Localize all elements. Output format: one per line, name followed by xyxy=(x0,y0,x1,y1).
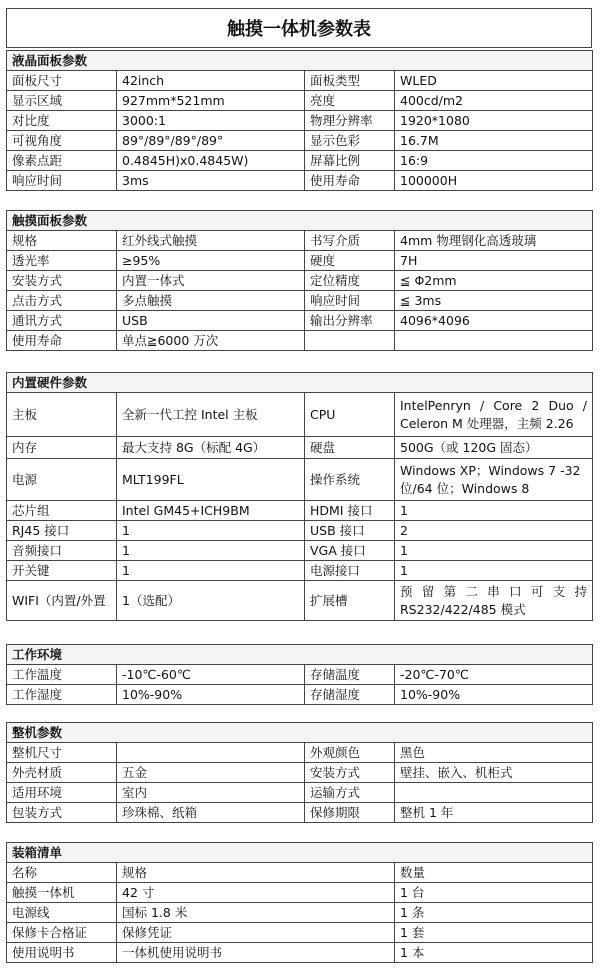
spec-value: MLT199FL xyxy=(117,459,305,501)
spec-value: 1 xyxy=(117,561,305,581)
spec-label: 安装方式 xyxy=(7,271,117,291)
spec-label: 书写介质 xyxy=(305,231,395,251)
spec-value: -10℃-60℃ xyxy=(117,665,305,685)
spec-label: 整机尺寸 xyxy=(7,743,117,763)
spec-value: 16:9 xyxy=(395,151,593,171)
spec-label: 工作温度 xyxy=(7,665,117,685)
spec-value: 五金 xyxy=(117,763,305,783)
spec-label: 外观颜色 xyxy=(305,743,395,763)
column-header: 数量 xyxy=(395,863,593,883)
spec-label: WIFI（内置/外置 xyxy=(7,581,117,621)
spec-label: 面板尺寸 xyxy=(7,71,117,91)
item-quantity: 1 条 xyxy=(395,903,593,923)
spec-value xyxy=(395,331,593,351)
item-name: 触摸一体机 xyxy=(7,883,117,903)
spec-label: 主板 xyxy=(7,393,117,437)
spec-value: 1 xyxy=(117,541,305,561)
spec-value: 927mm*521mm xyxy=(117,91,305,111)
table-row xyxy=(7,685,593,705)
spec-label: 使用寿命 xyxy=(305,171,395,191)
column-header: 规格 xyxy=(117,863,395,883)
spec-value: 2 xyxy=(395,521,593,541)
spec-value: 1 xyxy=(395,541,593,561)
item-name: 使用说明书 xyxy=(7,943,117,963)
spec-label: 适用环境 xyxy=(7,783,117,803)
spec-value: 1920*1080 xyxy=(395,111,593,131)
table-row xyxy=(7,331,593,351)
spec-label: 安装方式 xyxy=(305,763,395,783)
lcd-panel-table xyxy=(6,50,593,191)
table-row xyxy=(7,923,593,943)
spec-value: 1 xyxy=(395,501,593,521)
spec-value: 最大支持 8G（标配 4G） xyxy=(117,437,305,459)
item-quantity: 1 套 xyxy=(395,923,593,943)
table-row xyxy=(7,251,593,271)
table-row xyxy=(7,803,593,823)
spec-value: 100000H xyxy=(395,171,593,191)
spec-label: 保修期限 xyxy=(305,803,395,823)
spec-value: ≦ 3ms xyxy=(395,291,593,311)
spec-label: 使用寿命 xyxy=(7,331,117,351)
spec-label: 扩展槽 xyxy=(305,581,395,621)
spec-value: 10%-90% xyxy=(117,685,305,705)
spec-label: 运输方式 xyxy=(305,783,395,803)
spec-label: 显示区域 xyxy=(7,91,117,111)
table-row xyxy=(7,71,593,91)
spec-label: 内存 xyxy=(7,437,117,459)
spec-value: 预留第二串口可支持 RS232/422/485 模式 xyxy=(395,581,593,621)
spec-label: 响应时间 xyxy=(305,291,395,311)
table-row xyxy=(7,111,593,131)
spec-value: 珍珠棉、纸箱 xyxy=(117,803,305,823)
item-name: 保修卡合格证 xyxy=(7,923,117,943)
spec-label: 存储温度 xyxy=(305,665,395,685)
table-row xyxy=(7,561,593,581)
hardware-table xyxy=(6,372,593,621)
spec-value: 1（选配） xyxy=(117,581,305,621)
table-row xyxy=(7,231,593,251)
table-row xyxy=(7,91,593,111)
spec-label: VGA 接口 xyxy=(305,541,395,561)
spec-value: 室内 xyxy=(117,783,305,803)
spec-value: 1 xyxy=(395,561,593,581)
section-heading-lcd: 液晶面板参数 xyxy=(7,51,593,71)
spec-value: 全新一代工控 Intel 主板 xyxy=(117,393,305,437)
spec-value: 89°/89°/89°/89° xyxy=(117,131,305,151)
spec-label: USB 接口 xyxy=(305,521,395,541)
item-spec: 保修凭证 xyxy=(117,923,395,943)
item-spec: 一体机使用说明书 xyxy=(117,943,395,963)
spec-label: 物理分辨率 xyxy=(305,111,395,131)
spec-value: WLED xyxy=(395,71,593,91)
page-title: 触摸一体机参数表 xyxy=(6,8,592,48)
spec-value: 16.7M xyxy=(395,131,593,151)
table-row xyxy=(7,943,593,963)
table-row xyxy=(7,883,593,903)
spec-value: 壁挂、嵌入、机柜式 xyxy=(395,763,593,783)
table-row xyxy=(7,171,593,191)
table-row xyxy=(7,903,593,923)
spec-value: -20℃-70℃ xyxy=(395,665,593,685)
spec-value: 红外线式触摸 xyxy=(117,231,305,251)
spec-value: 单点≧6000 万次 xyxy=(117,331,305,351)
table-row xyxy=(7,393,593,437)
spec-label: 电源 xyxy=(7,459,117,501)
spec-label: 像素点距 xyxy=(7,151,117,171)
item-spec: 国标 1.8 米 xyxy=(117,903,395,923)
spec-value: 1 xyxy=(117,521,305,541)
spec-label: 对比度 xyxy=(7,111,117,131)
environment-table xyxy=(6,644,593,705)
table-row xyxy=(7,501,593,521)
spec-value: 整机 1 年 xyxy=(395,803,593,823)
spec-label: 规格 xyxy=(7,231,117,251)
spec-label: 定位精度 xyxy=(305,271,395,291)
table-row xyxy=(7,459,593,501)
table-row xyxy=(7,151,593,171)
spec-value: 400cd/m2 xyxy=(395,91,593,111)
spec-label: HDMI 接口 xyxy=(305,501,395,521)
spec-value xyxy=(395,783,593,803)
section-heading-touch: 触摸面板参数 xyxy=(7,211,593,231)
spec-value: 4mm 物理钢化高透玻璃 xyxy=(395,231,593,251)
table-row xyxy=(7,291,593,311)
section-heading-hardware: 内置硬件参数 xyxy=(7,373,593,393)
column-header: 名称 xyxy=(7,863,117,883)
item-spec: 42 寸 xyxy=(117,883,395,903)
spec-value: USB xyxy=(117,311,305,331)
spec-label: 外壳材质 xyxy=(7,763,117,783)
spec-value: IntelPenryn / Core 2 Duo / Celeron M 处理器，主频 2.26 xyxy=(395,393,593,437)
spec-value: ≥95% xyxy=(117,251,305,271)
spec-label: 响应时间 xyxy=(7,171,117,191)
spec-value: 500G（或 120G 固态） xyxy=(395,437,593,459)
spec-label: 输出分辨率 xyxy=(305,311,395,331)
spec-label: 硬度 xyxy=(305,251,395,271)
spec-value: ≦ Φ2mm xyxy=(395,271,593,291)
touch-panel-table xyxy=(6,210,593,351)
spec-value: 多点触摸 xyxy=(117,291,305,311)
section-heading-packing: 装箱清单 xyxy=(7,843,593,863)
item-quantity: 1 本 xyxy=(395,943,593,963)
spec-label: 透光率 xyxy=(7,251,117,271)
table-row xyxy=(7,581,593,621)
table-row xyxy=(7,763,593,783)
spec-label: 芯片组 xyxy=(7,501,117,521)
table-row xyxy=(7,521,593,541)
spec-label: 存储湿度 xyxy=(305,685,395,705)
spec-value: 内置一体式 xyxy=(117,271,305,291)
spec-label: 点击方式 xyxy=(7,291,117,311)
spec-value: 3ms xyxy=(117,171,305,191)
spec-label xyxy=(305,331,395,351)
spec-label: 工作湿度 xyxy=(7,685,117,705)
item-name: 电源线 xyxy=(7,903,117,923)
spec-label: 硬盘 xyxy=(305,437,395,459)
spec-label: 包装方式 xyxy=(7,803,117,823)
spec-value: 10%-90% xyxy=(395,685,593,705)
spec-value: 0.4845H)x0.4845W) xyxy=(117,151,305,171)
table-row xyxy=(7,783,593,803)
spec-value: 黑色 xyxy=(395,743,593,763)
machine-table xyxy=(6,722,593,823)
spec-value xyxy=(117,743,305,763)
spec-label: RJ45 接口 xyxy=(7,521,117,541)
spec-label: 操作系统 xyxy=(305,459,395,501)
section-heading-machine: 整机参数 xyxy=(7,723,593,743)
packing-list-table xyxy=(6,842,593,963)
table-row xyxy=(7,311,593,331)
table-row xyxy=(7,743,593,763)
spec-label: 通讯方式 xyxy=(7,311,117,331)
spec-label: 显示色彩 xyxy=(305,131,395,151)
section-heading-environment: 工作环境 xyxy=(7,645,593,665)
spec-value: 3000:1 xyxy=(117,111,305,131)
spec-label: 音频接口 xyxy=(7,541,117,561)
table-row xyxy=(7,541,593,561)
spec-label: CPU xyxy=(305,393,395,437)
table-row xyxy=(7,271,593,291)
spec-value: Intel GM45+ICH9BM xyxy=(117,501,305,521)
spec-value: 4096*4096 xyxy=(395,311,593,331)
spec-label: 亮度 xyxy=(305,91,395,111)
spec-label: 可视角度 xyxy=(7,131,117,151)
table-row xyxy=(7,665,593,685)
spec-value: 42inch xyxy=(117,71,305,91)
spec-label: 屏幕比例 xyxy=(305,151,395,171)
table-header-row xyxy=(7,863,593,883)
table-row xyxy=(7,437,593,459)
table-row xyxy=(7,131,593,151)
spec-label: 电源接口 xyxy=(305,561,395,581)
spec-value: Windows XP；Windows 7 -32位/64 位；Windows 8 xyxy=(395,459,593,501)
spec-value: 7H xyxy=(395,251,593,271)
spec-label: 开关键 xyxy=(7,561,117,581)
item-quantity: 1 台 xyxy=(395,883,593,903)
spec-label: 面板类型 xyxy=(305,71,395,91)
